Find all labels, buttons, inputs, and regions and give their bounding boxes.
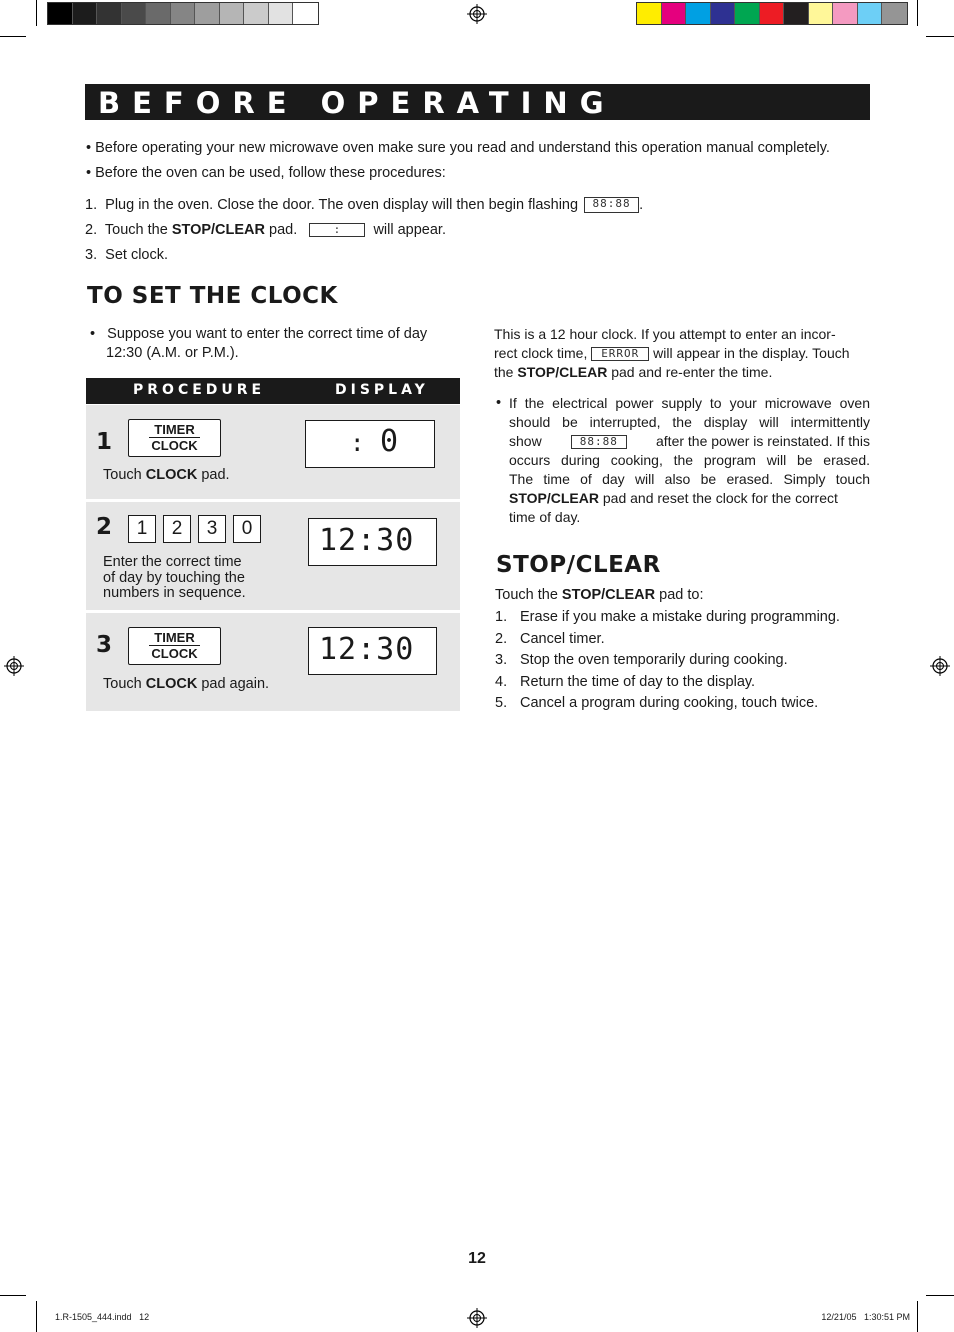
power-bullet-marker: • (496, 395, 502, 411)
section-heading: TO SET THE CLOCK (87, 283, 338, 309)
step-instruction: Touch CLOCK pad. (103, 467, 230, 483)
color-bar (636, 2, 908, 25)
timer-clock-pad: TIMER CLOCK (128, 419, 221, 457)
timer-clock-pad: TIMER CLOCK (128, 627, 221, 665)
crop-mark (926, 36, 954, 37)
intro-step: 1. Plug in the oven. Close the door. The oven display will then begin flashing 88:88 . (85, 197, 644, 213)
procedure-step-3 (86, 613, 460, 711)
clock-note: This is a 12 hour clock. If you attempt to enter an incor- rect clock time, ERROR will appear in the display. Touch the STOP/CLEAR pad and re-enter the time. (494, 326, 850, 380)
registration-mark-icon (930, 656, 950, 676)
registration-mark-icon (467, 1308, 487, 1328)
slug-date: 12/21/05 1:30:51 PM (821, 1312, 910, 1322)
display-readout: 88:88 (571, 435, 627, 449)
crop-mark (0, 1295, 26, 1296)
registration-mark-icon (4, 656, 24, 676)
intro-step: 2. Touch the STOP/CLEAR pad. : will appear. (85, 222, 446, 238)
section-heading: STOP/CLEAR (496, 552, 661, 578)
step-instruction: Touch CLOCK pad again. (103, 676, 270, 692)
crop-mark (917, 0, 918, 26)
color-swatch (760, 3, 785, 24)
display-readout: 88:88 (584, 197, 639, 213)
crop-mark (36, 1301, 37, 1332)
color-swatch (269, 3, 294, 24)
color-swatch (97, 3, 122, 24)
number-key-0: 0 (233, 515, 261, 543)
display-readout: : (309, 223, 365, 237)
color-swatch (784, 3, 809, 24)
stop-clear-intro: Touch the STOP/CLEAR pad to: (495, 587, 704, 603)
color-swatch (662, 3, 687, 24)
clock-bullet-cont: 12:30 (A.M. or P.M.). (106, 345, 239, 361)
crop-mark (917, 1301, 918, 1332)
list-item: 1. Erase if you make a mistake during programming. (495, 609, 840, 625)
step-instruction: Enter the correct time of day by touching the numbers in sequence. (103, 554, 246, 601)
color-swatch (711, 3, 736, 24)
oven-display: : 0 (305, 420, 435, 468)
color-swatch (637, 3, 662, 24)
crop-mark (0, 36, 26, 37)
number-key-3: 3 (198, 515, 226, 543)
color-swatch (244, 3, 269, 24)
list-item: 3. Stop the oven temporarily during cooking. (495, 652, 788, 669)
procedure-step-2 (86, 502, 460, 610)
intro-bullet: • Before operating your new microwave oven make sure you read and understand this operation manual completely. (86, 140, 830, 156)
color-swatch (833, 3, 858, 24)
crop-mark (926, 1295, 954, 1296)
step-number: 2 (96, 514, 113, 540)
color-swatch (171, 3, 196, 24)
col-display: DISPLAY (335, 382, 429, 398)
step-number: 1 (96, 429, 113, 455)
power-note: If the electrical power supply to your microwave oven should be interrupted, the display will intermittently show 88:88 after the power is reinstated. If this occurs during cooking, the program will be erased. The time of day will also be erased. Simply touch STOP/CLEAR pad and reset the clock for the correct time of day. (509, 395, 870, 525)
clock-bullet: • Suppose you want to enter the correct time of day (90, 326, 428, 342)
slug-file: 1.R-1505_444.indd 12 (55, 1312, 150, 1322)
list-item: 4. Return the time of day to the display. (495, 673, 756, 690)
list-item: 2. Cancel timer. (495, 630, 605, 647)
step-number: 3 (96, 632, 113, 658)
color-swatch (858, 3, 883, 24)
crop-mark (36, 0, 37, 26)
color-swatch (735, 3, 760, 24)
color-swatch (146, 3, 171, 24)
procedure-step-1 (86, 405, 460, 499)
color-swatch (220, 3, 245, 24)
page-number: 12 (468, 1250, 486, 1267)
page-title: BEFORE OPERATING (98, 86, 616, 120)
col-procedure: PROCEDURE (133, 382, 266, 398)
color-swatch (293, 3, 318, 24)
number-key-1: 1 (128, 515, 156, 543)
procedure-table-header (86, 378, 460, 404)
intro-bullet: • Before the oven can be used, follow these procedures: (86, 165, 446, 181)
oven-display: 12:30 (308, 627, 437, 675)
color-swatch (686, 3, 711, 24)
oven-display: 12:30 (308, 518, 437, 566)
intro-step: 3. Set clock. (85, 247, 169, 263)
color-swatch (122, 3, 147, 24)
color-swatch (73, 3, 98, 24)
registration-mark-icon (467, 4, 487, 24)
section-banner (85, 84, 870, 120)
stop-clear-list (495, 608, 840, 716)
color-swatch (195, 3, 220, 24)
color-swatch (882, 3, 907, 24)
list-item: 5. Cancel a program during cooking, touch twice. (495, 695, 819, 712)
color-swatch (809, 3, 834, 24)
gray-color-bar (47, 2, 319, 25)
color-swatch (48, 3, 73, 24)
error-display: ERROR (591, 347, 649, 361)
number-key-2: 2 (163, 515, 191, 543)
